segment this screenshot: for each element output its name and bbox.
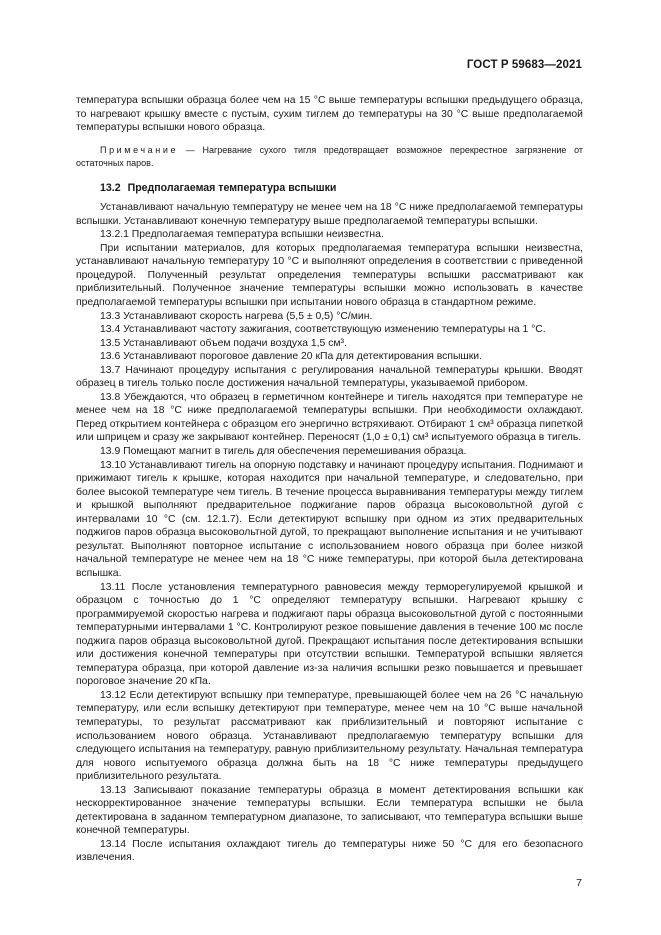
paragraph-13-6: 13.6 Устанавливают пороговое давление 20 кПа для детектирования вспышки. [100,351,482,363]
paragraph-13-12: 13.12 Если детектируют вспышку при температуре, превышающей более чем на 26 °С начальную температуру, или если вспышку детектируют при температуре, менее чем на 10 °С выше начальной температуры, то результат рассматривают как приблизительный и повторяют испытание с использованием нового образца. Устанавливают предполагаемую температуру вспышки для следующего испытания на температуру, равную приблизительному результату. Начальная температура для нового испытуемого образца должна быть на 18 °С ниже температуры предыдущего приблизительного результата. [76,689,583,783]
note-text: — Нагревание сухого тигля предотвращает возможное перекрестное загрязнение от остаточных паров. [76,144,583,168]
paragraph-13-9: 13.9 Помещают магнит в тигель для обеспечения перемешивания образца. [100,446,467,458]
paragraph-13-11: 13.11 После установления температурного равновесия между терморегулируемой крышкой и образцом с точностью до 1 °С определяют температуру вспышки. Нагревают крышку с программируемой скоростью нагрева и поджигают пары образца высоковольтной дугой с постоянными температурными интервалами 1 °С. Контролируют резкое повышение давления в течение 100 мс после поджига паров образца высоковольтной дугой. Прекращают испытания после детектирования вспышки или достижения конечной температуры при отсутствии вспышки. Температурой вспышки является температура образца, при которой давление из-за наличия вспышки резко повышается и превышает пороговое значение 20 кПа. [76,581,583,688]
document-body [76,94,583,865]
paragraph-13-10: 13.10 Устанавливают тигель на опорную подставку и начинают процедуру испытания. Поднимают и прижимают тигель к крышке, которая находится при начальной температуре, и следовательно, при более высокой температуре чем тигель. В течение процесса выравнивания температуры между тиглем и крышкой выполняют предварительное поджигание паров образца высоковольтной дугой с интервалами 10 °С (см. 12.1.7). Если детектируют вспышку при одном из этих предварительных поджигов паров образца высоковольтной дугой, то прекращают выполнение испытания и не учитывают результат. Выполняют повторное испытание с использованием нового образца при более низкой начальной температуре не менее чем на 18 °С ниже температуры, при которой была детектирована вспышка. [76,459,583,579]
paragraph-13-7: 13.7 Начинают процедуру испытания с регулирования начальной температуры крышки. Вводят образец в тигель только после достижения начальной температуры, указываемой прибором. [76,364,583,390]
section-heading [100,182,583,196]
paragraph-13-5: 13.5 Устанавливают объем подачи воздуха 1,5 см³. [100,337,347,349]
paragraph-intro: температура вспышки образца более чем на 15 °С выше температуры вспышки предыдущего образца, то нагревают крышку вместе с пустым, сухим тиглем до температуры на 30 °С выше предполагаемой температуры вспышки нового образца. [76,95,583,134]
note [76,144,583,170]
paragraph-13-4: 13.4 Устанавливают частоту зажигания, соответствующую изменению температуры на 1 °С. [100,324,546,336]
section-title: Предполагаемая температура вспышки [127,181,337,194]
paragraph-13-2-1: 13.2.1 Предполагаемая температура вспышки неизвестна. [100,229,384,241]
section-number: 13.2 [100,181,121,194]
note-label: Примечание [100,144,179,155]
paragraph-13-3: 13.3 Устанавливают скорость нагрева (5,5 ± 0,5) °С/мин. [100,310,373,322]
paragraph-13-8: 13.8 Убеждаются, что образец в герметичном контейнере и тигель находятся при температуре не менее чем на 18 °С ниже предполагаемой температуры вспышки. При необходимости охлаждают. Перед открытием контейнера с образцом его энергично встряхивают. Отбирают 1 см³ образца пипеткой или шприцем и сразу же закрывают контейнер. Переносят (1,0 ± 0,1) см³ испытуемого образца в тигель. [76,391,583,444]
paragraph-unknown-flashpoint: При испытании материалов, для которых предполагаемая температура вспышки неизвестна, устанавливают начальную температуру 10 °С и выполняют определения в соответствии с приведенной процедурой. Полученный результат определения температуры вспышки рассматривают как приблизительный. Полученное значение температуры вспышки можно использовать в качестве предполагаемой температуры вспышки при испытании нового образца в стандартном режиме. [76,242,583,309]
paragraph-13-14: 13.14 После испытания охлаждают тигель до температуры ниже 50 °С для его безопасного извлечения. [76,838,583,864]
document-id: ГОСТ Р 59683—2021 [466,59,582,71]
page-number: 7 [576,877,582,889]
paragraph-13-13: 13.13 Записывают показание температуры образца в момент детектирования вспышки как нескорректированное значение температуры вспышки. Если температура вспышки не была детектирована в заданном температурном диапазоне, то записывают, что температура вспышки выше конечной температуры. [76,784,583,837]
paragraph-start-temperature: Устанавливают начальную температуру не менее чем на 18 °С ниже предполагаемой температуры вспышки. Устанавливают конечную температуру выше предполагаемой температуры вспышки. [76,202,583,227]
